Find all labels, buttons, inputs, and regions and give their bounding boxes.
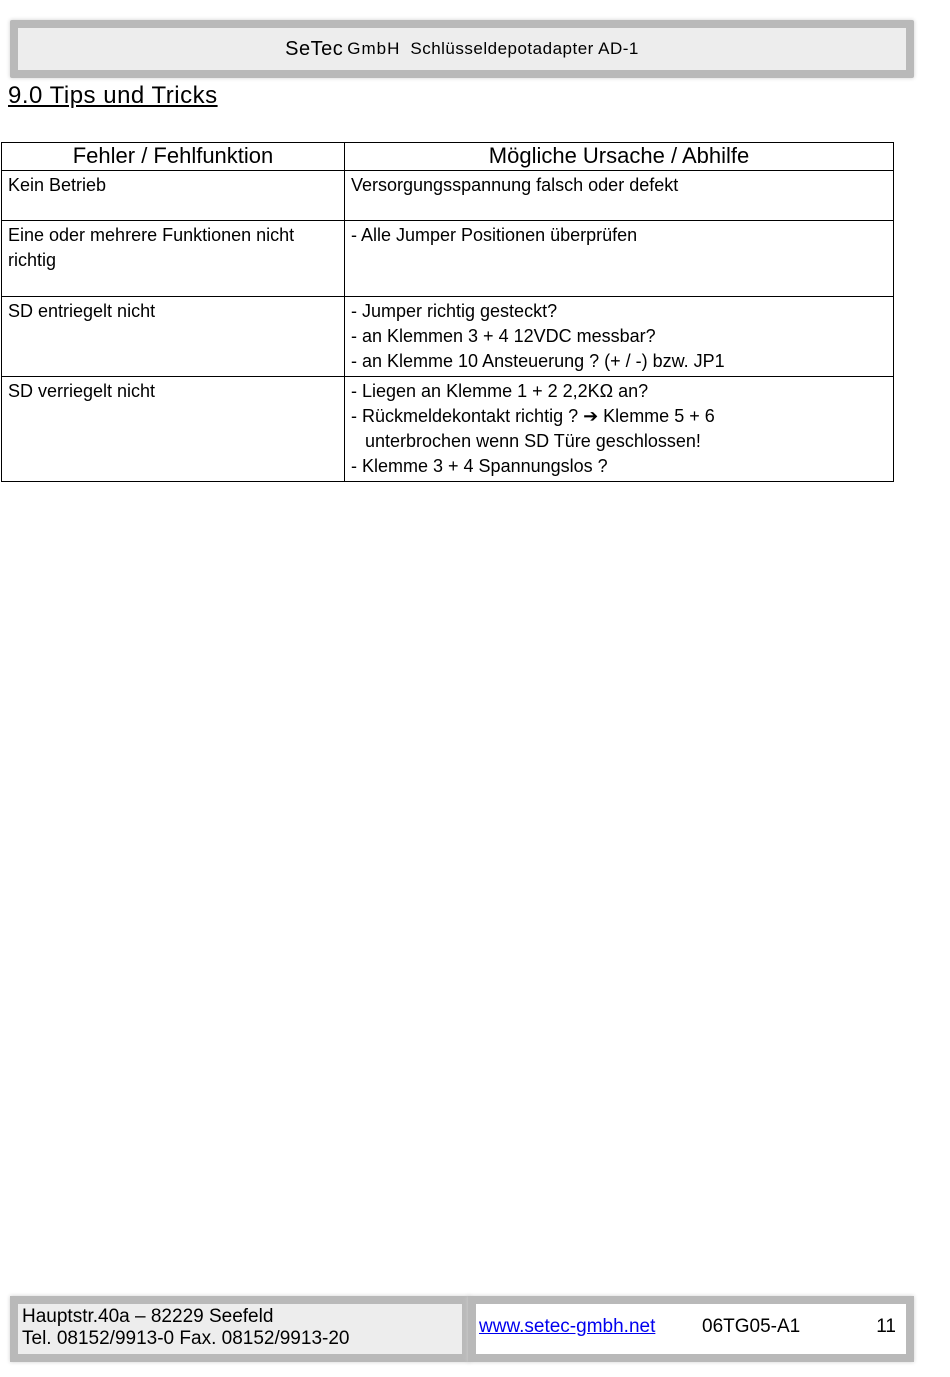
remedy-line: - Klemme 3 + 4 Spannungslos ?	[351, 456, 608, 476]
table-row	[2, 171, 894, 221]
remedy-cell	[345, 297, 894, 377]
remedy-cell	[345, 377, 894, 482]
column-header-remedy: Mögliche Ursache / Abhilfe	[345, 143, 894, 171]
column-header-fault: Fehler / Fehlfunktion	[2, 143, 345, 171]
footer-address-box	[10, 1296, 470, 1362]
header-company: SeTec	[285, 37, 344, 60]
table-row	[2, 377, 894, 482]
remedy-line: - Rückmeldekontakt richtig ? ➔ Klemme 5 + 6	[351, 406, 715, 426]
footer-info-inner	[476, 1304, 906, 1354]
remedy-line: unterbrochen wenn SD Türe geschlossen!	[365, 431, 701, 451]
footer-phone: Tel. 08152/9913-0 Fax. 08152/9913-20	[22, 1328, 350, 1349]
remedy-line: - Liegen an Klemme 1 + 2 2,2KΩ an?	[351, 381, 649, 401]
header-product: Schlüsseldepotadapter AD-1	[410, 39, 639, 58]
section-title: 9.0 Tips und Tricks	[8, 82, 218, 109]
remedy-line: - Alle Jumper Positionen überprüfen	[351, 225, 638, 245]
remedy-line: - an Klemmen 3 + 4 12VDC messbar?	[351, 326, 656, 346]
footer-address: Hauptstr.40a – 82229 Seefeld	[22, 1306, 274, 1327]
remedy-cell	[345, 171, 894, 221]
footer-address-inner	[18, 1304, 462, 1354]
footer-page-number: 11	[876, 1316, 896, 1337]
fault-cell: SD entriegelt nicht	[2, 297, 345, 377]
table-header-row	[2, 143, 894, 171]
remedy-line: - an Klemme 10 Ansteuerung ? (+ / -) bzw. JP1	[351, 351, 725, 371]
footer-info-box	[468, 1296, 914, 1362]
remedy-line: - Jumper richtig gesteckt?	[351, 301, 558, 321]
page-header	[10, 20, 914, 78]
header-banner	[18, 28, 906, 70]
remedy-line: Versorgungsspannung falsch oder defekt	[351, 175, 679, 195]
fault-cell: Kein Betrieb	[2, 171, 345, 221]
tips-table	[1, 142, 894, 482]
footer-doc-code: 06TG05-A1	[702, 1316, 801, 1337]
footer-website-link[interactable]: www.setec-gmbh.net	[479, 1316, 656, 1337]
header-gmbh: GmbH	[347, 39, 401, 58]
table-row	[2, 297, 894, 377]
fault-cell: SD verriegelt nicht	[2, 377, 345, 482]
fault-cell: Eine oder mehrere Funktionen nicht richtig	[2, 221, 345, 297]
remedy-cell	[345, 221, 894, 297]
table-row	[2, 221, 894, 297]
